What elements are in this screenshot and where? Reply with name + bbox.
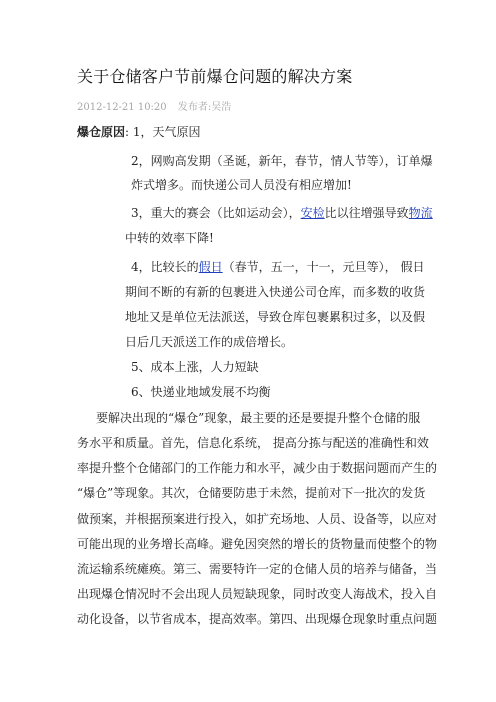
jiari-link[interactable]: 假日 xyxy=(198,260,223,274)
cause-4-line-4: 日后几天派送工作的成倍增长。 xyxy=(125,335,294,349)
solution-line-5: 做预案，并根据预案进行投入，如扩充场地、人员、设备等，以应对 xyxy=(77,512,438,526)
cause-4-text-b: （春节，五一，十一，元旦等）， 假日 xyxy=(222,260,425,274)
cause-5: 5、成本上涨，人力短缺 xyxy=(131,360,259,374)
article-title: 关于仓储客户节前爆仓问题的解决方案 xyxy=(77,67,353,86)
cause-3-line-2: 中转的效率下降! xyxy=(125,231,214,245)
cause-3-line-1 xyxy=(131,205,433,221)
cause-2-line-1: 2，网购高发期（圣诞，新年，春节，情人节等），订单爆 xyxy=(131,154,433,168)
publish-date: 2012-12-21 10:20 xyxy=(77,102,167,113)
cause-3-text-b: 比以往增强导致 xyxy=(324,206,409,220)
wuliu-link[interactable]: 物流 xyxy=(408,206,433,220)
cause-4-line-1 xyxy=(131,259,424,275)
causes-label: 爆仓原因 xyxy=(77,125,126,139)
cause-1: 1，天气原因 xyxy=(132,125,201,139)
cause-4-line-2: 期间不断的有新的包裹进入快递公司仓库，而多数的收货 xyxy=(125,285,426,299)
anjian-link[interactable]: 安检 xyxy=(300,206,325,220)
cause-4-text-a: 4，比较长的 xyxy=(131,260,199,274)
causes-separator: : xyxy=(125,125,133,139)
causes-heading xyxy=(77,124,201,140)
cause-3-text-a: 3，重大的赛会（比如运动会）， xyxy=(131,206,301,220)
cause-4-line-3: 地址又是单位无法派送，导致仓库包裹累积过多，以及假 xyxy=(125,310,426,324)
article-meta xyxy=(77,98,231,113)
solution-line-7: 流运输系统瘫痪。第三、需要特许一定的仓储人员的培养与储备，当 xyxy=(77,562,438,576)
solution-line-6: 可能出现的业务增长高峰。避免因突然的增长的货物量而使整个的物 xyxy=(77,537,438,551)
solution-line-1: 要解决出现的“爆仓”现象，最主要的还是要提升整个仓储的服 xyxy=(96,411,421,425)
cause-6: 6、快递业地域发展不均衡 xyxy=(131,385,271,399)
publisher: 发布者:吴浩 xyxy=(177,102,232,113)
solution-line-3: 率提升整个仓储部门的工作能力和水平，减少由于数据问题而产生的 xyxy=(77,461,438,475)
solution-line-2: 务水平和质量。首先，信息化系统， 提高分拣与配送的准确性和效 xyxy=(77,436,429,450)
solution-line-8: 出现爆仓情况时不会出现人员短缺现象，同时改变人海战术，投入自 xyxy=(77,587,438,601)
solution-line-9: 动化设备，以节省成本，提高效率。第四、出现爆仓现象时重点问题 xyxy=(77,612,438,626)
cause-2-line-2: 炸式增多。而快递公司人员没有相应增加! xyxy=(131,178,352,192)
solution-line-4: “爆仓”等现象。其次，仓储要防患于未然，提前对下一批次的发货 xyxy=(77,486,426,500)
